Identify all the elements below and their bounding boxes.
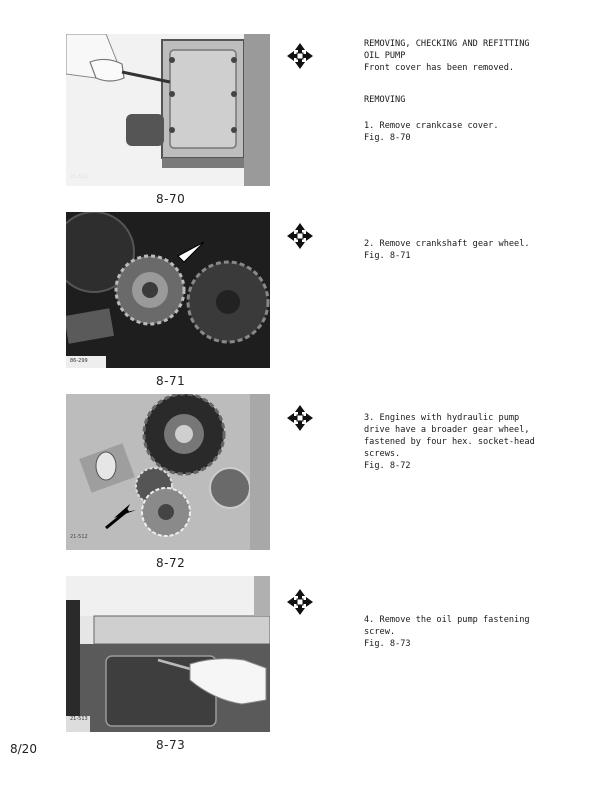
four-way-arrow-icon bbox=[286, 42, 314, 70]
step3-line2: drive have a broader gear wheel, bbox=[364, 425, 530, 435]
oil-pump-screw-photo bbox=[66, 576, 270, 732]
figure-caption-8-71: 8-71 bbox=[156, 374, 186, 388]
figure-caption-8-72: 8-72 bbox=[156, 556, 186, 570]
step3-line4: screws. bbox=[364, 449, 401, 459]
photo-fig-8-72 bbox=[66, 394, 270, 550]
negative-number: 86-299 bbox=[70, 358, 88, 364]
section-note: Front cover has been removed. bbox=[364, 63, 515, 73]
step-2 bbox=[364, 238, 530, 262]
hydraulic-pump-gear-photo bbox=[66, 394, 270, 550]
step-4 bbox=[364, 614, 530, 650]
subheading: REMOVING bbox=[364, 95, 406, 105]
step4-line2: screw. bbox=[364, 627, 396, 637]
step4-line3: Fig. 8-73 bbox=[364, 639, 411, 649]
step2-line2: Fig. 8-71 bbox=[364, 251, 411, 261]
step4-line1: 4. Remove the oil pump fastening bbox=[364, 615, 530, 625]
four-way-arrow-icon bbox=[286, 404, 314, 432]
crankshaft-gear-photo bbox=[66, 212, 270, 368]
crankcase-cover-photo bbox=[66, 34, 270, 186]
step3-line1: 3. Engines with hydraulic pump bbox=[364, 413, 520, 423]
section-intro bbox=[364, 38, 530, 144]
step-3 bbox=[364, 412, 535, 472]
figure-caption-8-70: 8-70 bbox=[156, 192, 186, 206]
step3-line5: Fig. 8-72 bbox=[364, 461, 411, 471]
step3-line3: fastened by four hex. socket-head bbox=[364, 437, 535, 447]
section-title-line1: REMOVING, CHECKING AND REFITTING bbox=[364, 39, 530, 49]
step1-line2: Fig. 8-70 bbox=[364, 133, 411, 143]
step2-line1: 2. Remove crankshaft gear wheel. bbox=[364, 239, 530, 249]
negative-number: 21-512 bbox=[70, 534, 88, 540]
negative-number: 21-513 bbox=[70, 716, 88, 722]
four-way-arrow-icon bbox=[286, 588, 314, 616]
section-title-line2: OIL PUMP bbox=[364, 51, 406, 61]
step1-line1: 1. Remove crankcase cover. bbox=[364, 121, 499, 131]
figure-caption-8-73: 8-73 bbox=[156, 738, 186, 752]
negative-number: 21-511 bbox=[70, 174, 88, 180]
photo-fig-8-73 bbox=[66, 576, 270, 732]
page-number: 8/20 bbox=[10, 742, 37, 756]
photo-fig-8-71 bbox=[66, 212, 270, 368]
four-way-arrow-icon bbox=[286, 222, 314, 250]
photo-fig-8-70 bbox=[66, 34, 270, 186]
